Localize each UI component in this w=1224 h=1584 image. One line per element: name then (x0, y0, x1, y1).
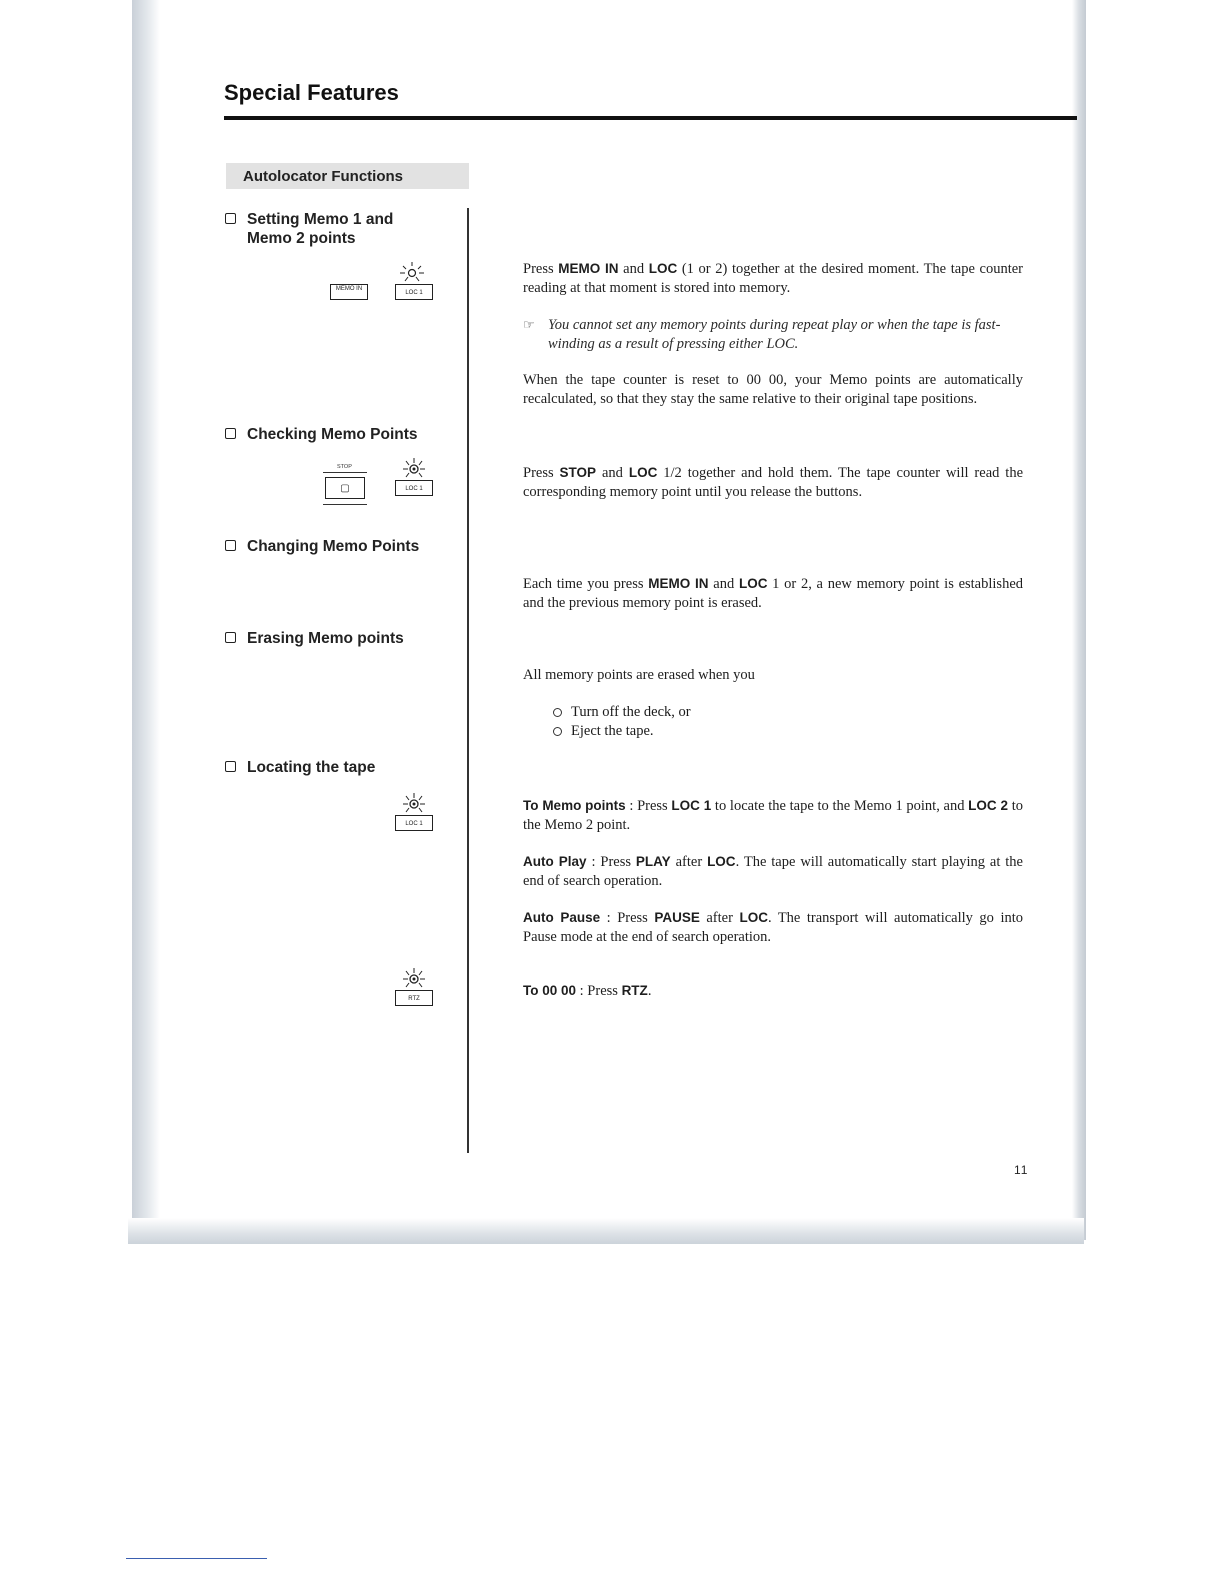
column-divider (467, 208, 469, 1153)
heading-checking-memo: Checking Memo Points (225, 425, 418, 444)
stop-line-top (323, 472, 367, 473)
page-title: Special Features (224, 80, 399, 105)
erasing-list (553, 703, 691, 741)
loc1-button: LOC 1 (395, 815, 433, 831)
setting-note: ☞ You cannot set any memory points during repeat play or when the tape is fast-winding as a result of pressing either LOC. (523, 317, 1001, 352)
auto-play-paragraph: Auto Play : Press PLAY after LOC. The tape will automatically start playing at the end of search operation. (523, 854, 1023, 889)
loc1-button: LOC 1 (395, 480, 433, 496)
lamp-lit-icon (399, 260, 425, 284)
memo-points-paragraph: To Memo points : Press LOC 1 to locate the tape to the Memo 1 point, and LOC 2 to the Memo 2 point. (523, 798, 1023, 833)
lamp-lit-icon (401, 792, 427, 816)
setting-paragraph: Press MEMO IN and LOC (1 or 2) together at the desired moment. The tape counter reading at that moment is stored into memory. (523, 261, 1024, 296)
stop-label: STOP (337, 464, 352, 470)
section-header: Autolocator Functions (226, 163, 469, 189)
loc1-button: LOC 1 (395, 284, 433, 300)
recalc-paragraph: When the tape counter is reset to 00 00, your Memo points are automatically recalculated, so that they stay the same relative to their original tape positions. (523, 372, 1023, 407)
scan-shadow-left (132, 0, 160, 1240)
checking-paragraph: Press STOP and LOC 1/2 together and hold them. The tape counter will read the corresponding memory point until you release the buttons. (523, 465, 1024, 500)
lamp-lit-icon (401, 967, 427, 991)
page-number: 11 (1014, 1163, 1029, 1177)
rtz-paragraph: To 00 00 : Press RTZ. (523, 983, 652, 999)
checkbox-icon (225, 213, 236, 224)
stop-button: ▢ (325, 477, 365, 499)
heading-changing-memo: Changing Memo Points (225, 537, 419, 556)
heading-setting-memo: Setting Memo 1 and Memo 2 points (225, 210, 393, 248)
changing-paragraph: Each time you press MEMO IN and LOC 1 or 2, a new memory point is established and the previous memory point is erased. (523, 576, 1023, 611)
checkbox-icon (225, 632, 236, 643)
lamp-lit-icon (401, 457, 427, 481)
auto-pause-paragraph: Auto Pause : Press PAUSE after LOC. The transport will automatically go into Pause mode at the end of search operation. (523, 910, 1024, 945)
erasing-intro: All memory points are erased when you (523, 667, 755, 683)
heading-locating-tape: Locating the tape (225, 758, 375, 777)
list-item: Turn off the deck, or (553, 703, 691, 722)
checkbox-icon (225, 761, 236, 772)
checkbox-icon (225, 428, 236, 439)
pointing-hand-icon: ☞ (523, 317, 535, 332)
list-item: Eject the tape. (553, 722, 691, 741)
bullet-icon (553, 708, 562, 717)
bottom-rule (126, 1558, 267, 1559)
memo-in-button: MEMO IN (330, 284, 368, 300)
scan-shadow-bottom (128, 1218, 1084, 1244)
title-rule (224, 116, 1077, 120)
scan-shadow-right (1072, 0, 1086, 1240)
rtz-button: RTZ (395, 990, 433, 1006)
checkbox-icon (225, 540, 236, 551)
heading-erasing-memo: Erasing Memo points (225, 629, 404, 648)
stop-line-bottom (323, 504, 367, 505)
bullet-icon (553, 727, 562, 736)
